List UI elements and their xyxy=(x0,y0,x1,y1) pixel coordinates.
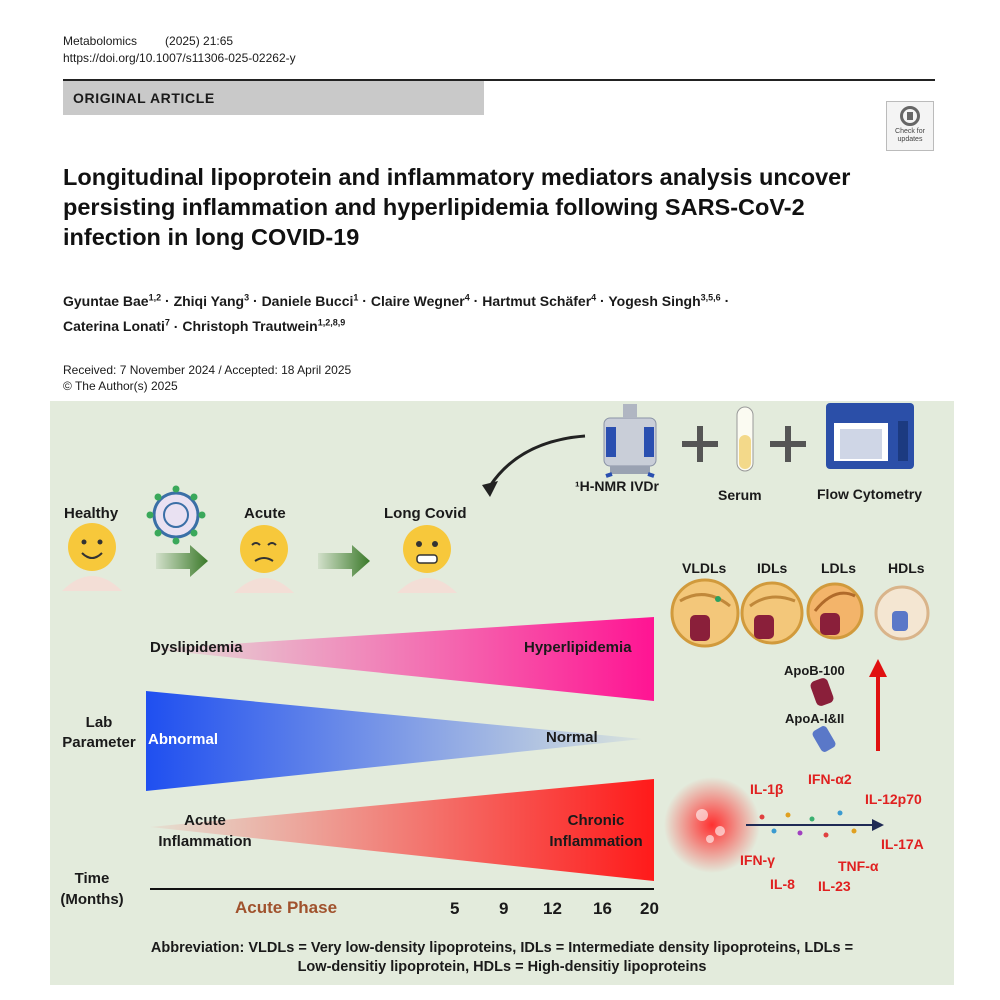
abbreviation-note: Abbreviation: VLDLs = Very low-density lipoproteins, IDLs = Intermediate density lipoproteins, LDLs = Low-densitiy lipoprotein, HDLs = High-densitiy lipoproteins xyxy=(150,940,854,975)
idl-particle-icon xyxy=(742,583,802,643)
ldl-label: LDLs xyxy=(821,560,856,576)
time-tick-label: 20 xyxy=(640,899,659,918)
flow-cytometer-icon xyxy=(826,403,914,469)
bookmark-icon xyxy=(900,106,920,126)
author[interactable]: Christoph Trautwein$^{1,2,8,9}$ xyxy=(182,317,346,335)
serum-tube-icon xyxy=(737,407,753,471)
time-axis-label: Time (Months) xyxy=(60,870,124,908)
healthy-patient-icon xyxy=(62,523,122,591)
journal-header xyxy=(63,33,296,67)
author[interactable]: Zhiqi Yang$^3$ xyxy=(173,292,250,309)
increase-arrow-head xyxy=(869,659,887,677)
stage-long-covid-label: Long Covid xyxy=(384,505,467,522)
method-nmr-label: ¹H-NMR IVDr xyxy=(575,478,659,494)
time-tick-label: 5 xyxy=(450,899,460,918)
acute-inflammation-label: Acute Inflammation xyxy=(158,812,252,850)
plus-icon xyxy=(770,426,806,462)
method-flow-label: Flow Cytometry xyxy=(817,486,923,502)
ldl-particle-icon xyxy=(808,584,862,638)
author-list: Gyuntae Bae$^{1,2}$ · Zhiqi Yang$^3$ · Daniele Bucci$^1$ · Claire Wegner$^4$ · Hartmut Schäfer$^4$ · Yogesh Singh$^{3,5,6}$ · Caterina Lonati$^7$ · Christoph Trautwein$^{1,2,8,9}$ xyxy=(63,292,730,335)
copyright: © The Author(s) 2025 xyxy=(63,379,178,393)
journal-volume: (2025) 21:65 xyxy=(165,34,234,48)
secretion-arrow-head xyxy=(872,819,884,831)
article-dates xyxy=(63,362,351,394)
hdl-label: HDLs xyxy=(888,560,925,576)
progression-arrow xyxy=(318,545,370,577)
lipid-trend-bar xyxy=(150,617,654,701)
method-serum-label: Serum xyxy=(718,487,762,503)
hyperlipidemia-label: Hyperlipidemia xyxy=(524,639,632,656)
cytokine-label: IL-17A xyxy=(881,836,924,852)
cytokine-label: IL-1β xyxy=(750,781,784,797)
cytokine-label: IFN-γ xyxy=(740,852,775,868)
nmr-instrument-icon xyxy=(604,404,656,476)
progression-arrow xyxy=(156,545,208,577)
time-tick-label: 16 xyxy=(593,899,612,918)
chronic-inflammation-label: Chronic Inflammation xyxy=(549,812,643,850)
author[interactable]: Caterina Lonati$^7$ xyxy=(63,317,170,335)
acute-patient-icon xyxy=(234,525,294,593)
journal-name: Metabolomics xyxy=(63,34,138,48)
abnormal-label: Abnormal xyxy=(148,731,219,748)
stage-healthy-label: Healthy xyxy=(64,505,119,522)
author[interactable]: Claire Wegner$^4$ xyxy=(370,292,470,309)
author[interactable]: Gyuntae Bae$^{1,2}$ xyxy=(63,292,162,309)
paper-title: Longitudinal lipoprotein and inflammatory mediators analysis uncover persisting inflammation and hyperlipidemia following SARS-CoV-2 infection in long COVID-19 xyxy=(63,164,851,250)
article-type-banner: ORIGINAL ARTICLE xyxy=(63,81,484,115)
lab-parameter-label: Lab Parameter xyxy=(62,714,136,751)
arrow-head xyxy=(482,481,498,497)
cytokine-label: IL-12p70 xyxy=(865,791,922,807)
cytokine-label: IL-8 xyxy=(770,876,795,892)
cytokine-label: TNF-α xyxy=(838,858,879,874)
vldl-particle-icon xyxy=(672,580,738,646)
long-covid-patient-icon xyxy=(397,525,457,593)
acute-phase-label: Acute Phase xyxy=(235,898,338,917)
vldl-label: VLDLs xyxy=(682,560,727,576)
apoa-label: ApoA-I&II xyxy=(785,711,845,726)
stage-acute-label: Acute xyxy=(244,505,286,522)
author[interactable]: Yogesh Singh$^{3,5,6}$ xyxy=(608,292,721,309)
apob-100-label: ApoB-100 xyxy=(784,663,845,678)
graphical-abstract xyxy=(50,401,954,985)
check-updates-label: Check for updates xyxy=(895,128,925,143)
virus-icon xyxy=(147,486,206,545)
cytokine-label: IFN-α2 xyxy=(808,771,852,787)
dyslipidemia-label: Dyslipidemia xyxy=(150,639,243,656)
author[interactable]: Daniele Bucci$^1$ xyxy=(261,292,359,309)
time-tick-label: 9 xyxy=(499,899,509,918)
received-accepted: Received: 7 November 2024 / Accepted: 18 April 2025 xyxy=(63,363,352,377)
curved-arrow xyxy=(490,436,585,486)
cytokine-label: IL-23 xyxy=(818,878,851,894)
hdl-particle-icon xyxy=(876,587,928,639)
apob-100-icon xyxy=(809,677,835,708)
time-tick-label: 12 xyxy=(543,899,562,918)
apoa-icon xyxy=(811,725,837,754)
check-for-updates-badge[interactable] xyxy=(886,101,934,151)
author[interactable]: Hartmut Schäfer$^4$ xyxy=(482,292,597,309)
normal-label: Normal xyxy=(546,729,598,746)
idl-label: IDLs xyxy=(757,560,788,576)
plus-icon xyxy=(682,426,718,462)
doi-link[interactable]: https://doi.org/10.1007/s11306-025-02262-y xyxy=(63,51,296,65)
